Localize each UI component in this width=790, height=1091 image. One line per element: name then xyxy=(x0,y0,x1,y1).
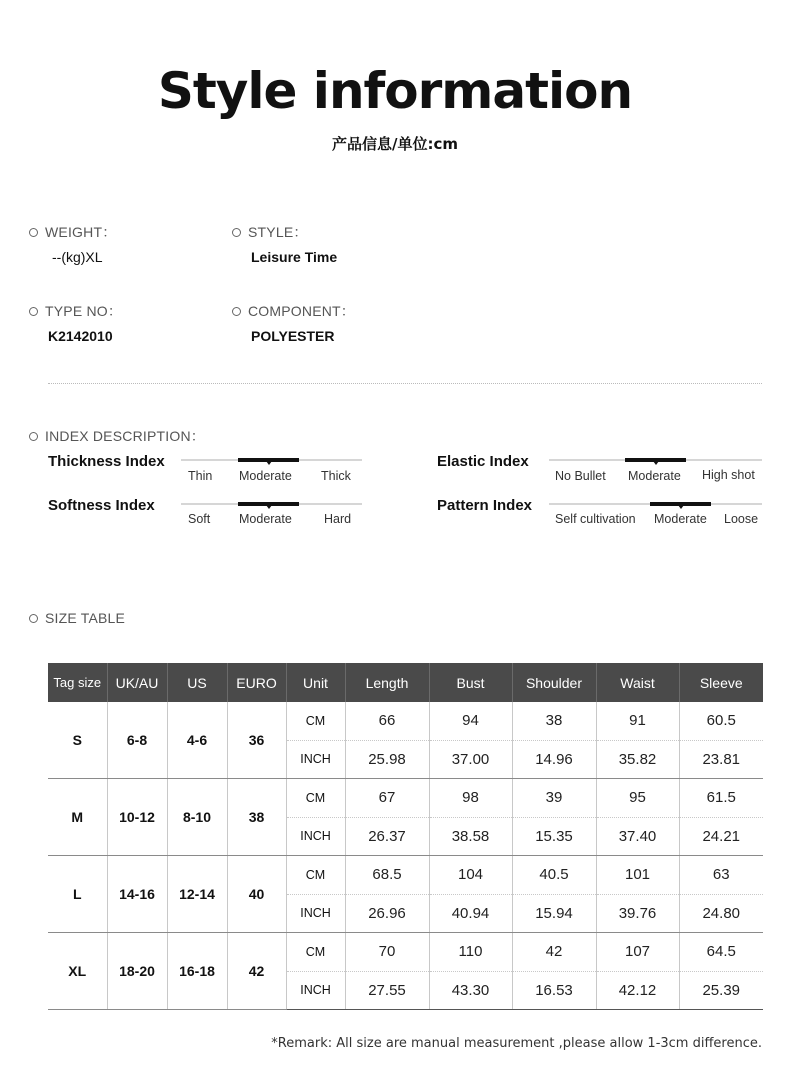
elastic-index-bar xyxy=(549,459,762,461)
section-divider xyxy=(48,383,762,384)
size-table-label-text: SIZE TABLE xyxy=(45,610,126,626)
uk-au-cell: 10-12 xyxy=(107,779,167,856)
size-row-cm xyxy=(48,856,763,895)
elastic-index-marker xyxy=(625,458,686,462)
page-title: Style information xyxy=(157,62,633,120)
softness-index-marker xyxy=(238,502,299,506)
length-inch-cell: 27.55 xyxy=(345,971,429,1010)
us-cell: 8-10 xyxy=(167,779,227,856)
weight-label-text: WEIGHT： xyxy=(45,224,117,240)
shoulder-inch-cell: 14.96 xyxy=(512,740,596,779)
weight-value: --(kg)XL xyxy=(52,249,103,265)
waist-cm-cell: 91 xyxy=(596,702,679,740)
shoulder-inch-cell: 15.35 xyxy=(512,817,596,856)
sleeve-cm-cell: 61.5 xyxy=(679,779,763,818)
header-uk-au: UK/AU xyxy=(107,663,167,702)
thickness-index-marker xyxy=(238,458,299,462)
elastic-option-1: No Bullet xyxy=(555,469,606,483)
pattern-index-marker xyxy=(650,502,711,506)
length-cm-cell: 70 xyxy=(345,933,429,972)
waist-inch-cell: 39.76 xyxy=(596,894,679,933)
shoulder-cm-cell: 40.5 xyxy=(512,856,596,895)
waist-cm-cell: 95 xyxy=(596,779,679,818)
softness-index-name: Softness Index xyxy=(48,497,155,514)
euro-cell: 38 xyxy=(227,779,286,856)
unit-cm-cell: CM xyxy=(286,933,345,972)
unit-inch-cell: INCH xyxy=(286,740,345,779)
sleeve-inch-cell: 24.21 xyxy=(679,817,763,856)
shoulder-inch-cell: 16.53 xyxy=(512,971,596,1010)
elastic-index-name: Elastic Index xyxy=(437,453,529,470)
header-shoulder: Shoulder xyxy=(512,663,596,702)
euro-cell: 40 xyxy=(227,856,286,933)
bust-inch-cell: 40.94 xyxy=(429,894,512,933)
bust-inch-cell: 43.30 xyxy=(429,971,512,1010)
length-cm-cell: 68.5 xyxy=(345,856,429,895)
uk-au-cell: 14-16 xyxy=(107,856,167,933)
shoulder-cm-cell: 42 xyxy=(512,933,596,972)
us-cell: 12-14 xyxy=(167,856,227,933)
bust-inch-cell: 38.58 xyxy=(429,817,512,856)
elastic-option-2: Moderate xyxy=(628,469,681,483)
us-cell: 4-6 xyxy=(167,702,227,779)
size-table-label xyxy=(29,610,125,626)
unit-cm-cell: CM xyxy=(286,779,345,818)
remark-text: *Remark: All size are manual measurement ,please allow 1-3cm difference. xyxy=(271,1036,762,1051)
uk-au-cell: 18-20 xyxy=(107,933,167,1010)
thickness-option-2: Moderate xyxy=(239,469,292,483)
length-inch-cell: 26.96 xyxy=(345,894,429,933)
sleeve-inch-cell: 25.39 xyxy=(679,971,763,1010)
size-row-cm xyxy=(48,779,763,818)
size-table-header xyxy=(48,663,763,702)
type-value: K2142010 xyxy=(48,328,113,344)
thickness-option-1: Thin xyxy=(188,469,213,483)
elastic-option-3: High shot xyxy=(702,468,755,482)
thickness-index-bar xyxy=(181,459,362,461)
tag-size-cell: S xyxy=(48,702,107,779)
bust-cm-cell: 94 xyxy=(429,702,512,740)
unit-inch-cell: INCH xyxy=(286,971,345,1010)
bust-cm-cell: 110 xyxy=(429,933,512,972)
waist-inch-cell: 35.82 xyxy=(596,740,679,779)
pattern-option-1: Self cultivation xyxy=(555,512,636,526)
shoulder-cm-cell: 38 xyxy=(512,702,596,740)
header-waist: Waist xyxy=(596,663,679,702)
header-tag-size: Tag size xyxy=(48,663,107,702)
bust-cm-cell: 104 xyxy=(429,856,512,895)
waist-cm-cell: 107 xyxy=(596,933,679,972)
unit-cm-cell: CM xyxy=(286,856,345,895)
style-label-text: STYLE： xyxy=(248,224,308,240)
bullet-circle-icon xyxy=(29,614,38,623)
size-table xyxy=(48,663,763,1010)
thickness-option-3: Thick xyxy=(321,469,351,483)
unit-cm-cell: CM xyxy=(286,702,345,740)
tag-size-cell: L xyxy=(48,856,107,933)
waist-cm-cell: 101 xyxy=(596,856,679,895)
bullet-circle-icon xyxy=(29,432,38,441)
weight-label xyxy=(29,222,116,242)
softness-option-2: Moderate xyxy=(239,512,292,526)
sleeve-cm-cell: 60.5 xyxy=(679,702,763,740)
header-sleeve: Sleeve xyxy=(679,663,763,702)
bust-cm-cell: 98 xyxy=(429,779,512,818)
header-length: Length xyxy=(345,663,429,702)
pattern-index-bar xyxy=(549,503,762,505)
tag-size-cell: XL xyxy=(48,933,107,1010)
component-label xyxy=(232,301,355,321)
waist-inch-cell: 37.40 xyxy=(596,817,679,856)
bullet-circle-icon xyxy=(29,307,38,316)
component-value: POLYESTER xyxy=(251,328,335,344)
length-cm-cell: 67 xyxy=(345,779,429,818)
type-label xyxy=(29,301,122,321)
bust-inch-cell: 37.00 xyxy=(429,740,512,779)
length-cm-cell: 66 xyxy=(345,702,429,740)
uk-au-cell: 6-8 xyxy=(107,702,167,779)
index-section-label-text: INDEX DESCRIPTION： xyxy=(45,428,205,444)
pattern-index-name: Pattern Index xyxy=(437,497,533,514)
header-euro: EURO xyxy=(227,663,286,702)
euro-cell: 36 xyxy=(227,702,286,779)
shoulder-cm-cell: 39 xyxy=(512,779,596,818)
size-row-cm xyxy=(48,702,763,740)
page-subtitle: 产品信息/单位:cm xyxy=(332,135,458,153)
unit-inch-cell: INCH xyxy=(286,894,345,933)
header-unit: Unit xyxy=(286,663,345,702)
pattern-option-3: Loose xyxy=(724,512,759,526)
softness-option-3: Hard xyxy=(324,512,352,526)
thickness-index-name: Thickness Index xyxy=(48,453,165,470)
shoulder-inch-cell: 15.94 xyxy=(512,894,596,933)
bullet-circle-icon xyxy=(232,228,241,237)
sleeve-cm-cell: 63 xyxy=(679,856,763,895)
euro-cell: 42 xyxy=(227,933,286,1010)
us-cell: 16-18 xyxy=(167,933,227,1010)
length-inch-cell: 25.98 xyxy=(345,740,429,779)
softness-option-1: Soft xyxy=(188,512,211,526)
header-bust: Bust xyxy=(429,663,512,702)
pattern-option-2: Moderate xyxy=(654,512,707,526)
bullet-circle-icon xyxy=(232,307,241,316)
style-value: Leisure Time xyxy=(251,249,338,265)
bullet-circle-icon xyxy=(29,228,38,237)
softness-index-bar xyxy=(181,503,362,505)
index-section-label xyxy=(29,426,205,446)
sleeve-cm-cell: 64.5 xyxy=(679,933,763,972)
header-us: US xyxy=(167,663,227,702)
waist-inch-cell: 42.12 xyxy=(596,971,679,1010)
style-label xyxy=(232,222,308,242)
length-inch-cell: 26.37 xyxy=(345,817,429,856)
tag-size-cell: M xyxy=(48,779,107,856)
sleeve-inch-cell: 23.81 xyxy=(679,740,763,779)
unit-inch-cell: INCH xyxy=(286,817,345,856)
sleeve-inch-cell: 24.80 xyxy=(679,894,763,933)
size-row-cm xyxy=(48,933,763,972)
type-label-text: TYPE NO： xyxy=(45,303,123,319)
component-label-text: COMPONENT： xyxy=(248,303,355,319)
